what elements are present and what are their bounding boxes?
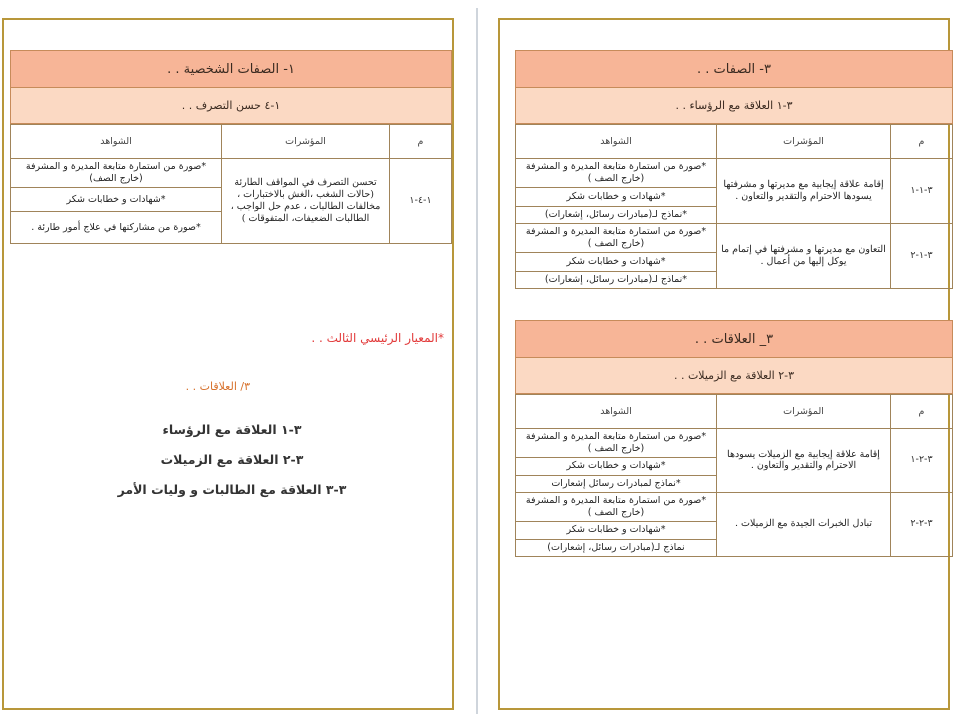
table-row [516, 223, 953, 252]
subsection-title: ٣-١ العلاقة مع الرؤساء . . [515, 88, 953, 124]
left-page [2, 6, 462, 716]
table-header-row [516, 395, 953, 429]
section-title: ١- الصفات الشخصية . . [10, 50, 452, 88]
evidence-cell: *صورة من استمارة متابعة المديرة و المشرفة (خارج الصف ) [516, 223, 717, 252]
indicator-cell: تحسن التصرف في المواقف الطارئة (حالات الشغب ،الغش بالاختبارات ، مخالفات الطالبات ، عدم حل الواجب ، الطالبات الضعيفات، المتفوقات ) [222, 159, 390, 244]
evidence-cell: *شهادات و خطابات شكر [516, 521, 717, 539]
section-title: ٣- الصفات . . [515, 50, 953, 88]
indicator-cell: تبادل الخبرات الجيدة مع الزميلات . [717, 492, 891, 556]
relations-list-item: ٣-٣ العلاقة مع الطالبات و وليات الأمر [117, 482, 347, 497]
table-header-row [11, 125, 452, 159]
evidence-header: الشواهد [11, 125, 222, 159]
indicator-cell: إقامة علاقة إيجابية مع الزميلات يسودها الاحترام والتقدير والتعاون . [717, 429, 891, 493]
row-number: ٣-٢-١ [891, 429, 953, 493]
section-title: ٣_ العلاقات . . [515, 320, 953, 358]
evidence-header: الشواهد [516, 125, 717, 159]
evidence-cell: *صورة من مشاركتها في علاج أمور طارئة . [11, 212, 222, 244]
main-standard-title: *المعيار الرئيسي الثالث . . [311, 331, 444, 345]
table-row [516, 429, 953, 458]
indicators-header: المؤشرات [222, 125, 390, 159]
subsection-title: ١-٤ حسن التصرف . . [10, 88, 452, 124]
personal-traits-block [10, 50, 452, 244]
evidence-cell: *نماذج لمبادرات رسائل إشعارات [516, 475, 717, 492]
evidence-cell: *نماذج لـ(مبادرات رسائل، إشعارات) [516, 207, 717, 224]
evidence-cell: *صورة من استمارة متابعة المديرة و المشرفة (خارج الصف ) [516, 159, 717, 188]
evidence-header: الشواهد [516, 395, 717, 429]
subsection-title: ٣-٢ العلاقة مع الزميلات . . [515, 358, 953, 394]
table-row [516, 159, 953, 188]
page-divider [476, 8, 478, 714]
indicators-header: المؤشرات [717, 395, 891, 429]
table-header-row [516, 125, 953, 159]
relations-title: ٣/ العلاقات . . [185, 380, 250, 393]
evidence-cell: *صورة من استمارة متابعة المديرة و المشرفة (خارج الصف ) [516, 492, 717, 521]
indicator-cell: إقامة علاقة إيجابية مع مديرتها و مشرفتها يسودها الاحترام والتقدير والتعاون . [717, 159, 891, 224]
relations-colleagues-block [515, 320, 953, 557]
evidence-cell: *صورة من استمارة متابعة المديرة و المشرفة (خارج الصف ) [516, 429, 717, 458]
num-header: م [891, 125, 953, 159]
indicators-header: المؤشرات [717, 125, 891, 159]
evidence-cell: *نماذج لـ(مبادرات رسائل، إشعارات) [516, 271, 717, 288]
indicators-table [10, 124, 452, 244]
num-header: م [891, 395, 953, 429]
evidence-cell: *شهادات و خطابات شكر [516, 188, 717, 207]
evidence-cell: *شهادات و خطابات شكر [516, 457, 717, 475]
table-row [516, 492, 953, 521]
relations-list-item: ٣-١ العلاقة مع الرؤساء [162, 422, 302, 437]
right-page [494, 6, 954, 716]
evidence-cell: *شهادات و خطابات شكر [516, 252, 717, 271]
row-number: ٣-١-١ [891, 159, 953, 224]
relations-superiors-block [515, 50, 953, 289]
evidence-cell: نماذج لـ(مبادرات رسائل، إشعارات) [516, 539, 717, 556]
indicators-table [515, 124, 953, 289]
indicators-table [515, 394, 953, 557]
row-number: ٣-٢-٢ [891, 492, 953, 556]
row-number: ٣-١-٢ [891, 223, 953, 288]
relations-list-item: ٣-٢ العلاقة مع الزميلات [160, 452, 304, 467]
table-row [11, 159, 452, 188]
evidence-cell: *شهادات و خطابات شكر [11, 188, 222, 212]
num-header: م [390, 125, 452, 159]
row-number: ١-٤-١ [390, 159, 452, 244]
indicator-cell: التعاون مع مديرتها و مشرفتها في إتمام ما يوكل إليها من أعمال . [717, 223, 891, 288]
evidence-cell: *صورة من استمارة متابعة المديرة و المشرفة (خارج الصف) [11, 159, 222, 188]
